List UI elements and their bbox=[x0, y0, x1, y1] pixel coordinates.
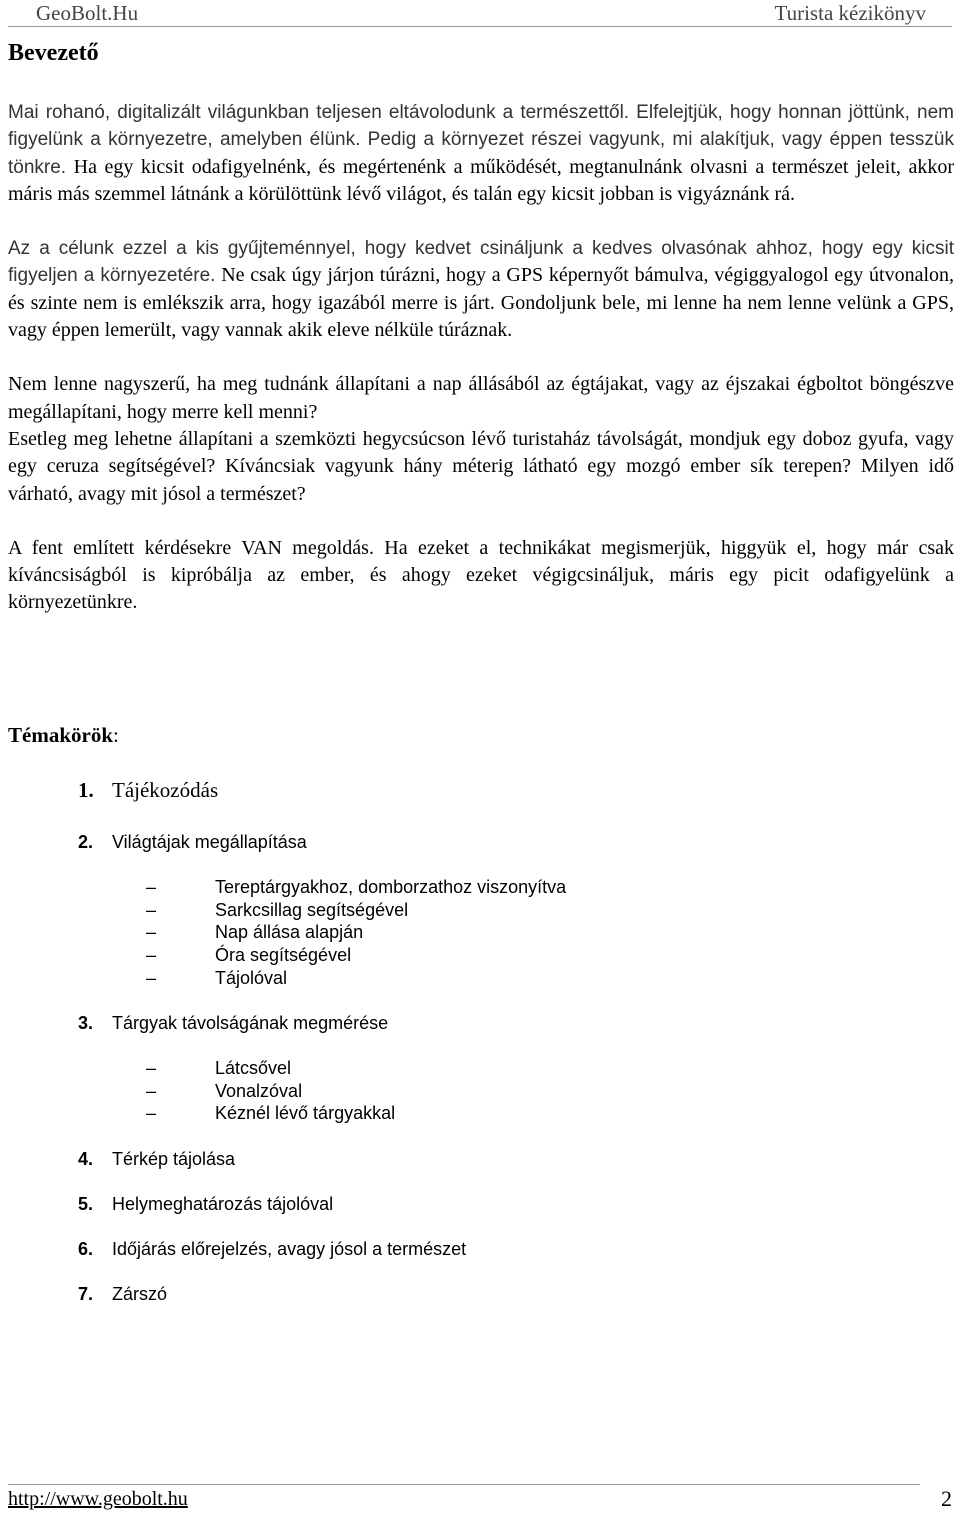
dash-bullet: – bbox=[146, 945, 157, 965]
topic-item bbox=[78, 1194, 333, 1215]
topics-heading-colon: : bbox=[113, 723, 119, 747]
subtopic-label: Látcsővel bbox=[215, 1058, 292, 1078]
topic-number: 2. bbox=[78, 832, 94, 852]
paragraph-5: A fent említett kérdésekre VAN megoldás. Ha ezeket a technikákat megismerjük, higgyük el, hogy már csak kíváncsiságból is kipróbálja az ember, és ahogy ezeket végigcsináljuk, máris egy picit odafigyelünk a környezetünkre. bbox=[8, 536, 954, 614]
topic-item bbox=[78, 1239, 466, 1260]
topic-label: Időjárás előrejelzés, avagy jósol a természet bbox=[112, 1239, 467, 1259]
header-document-title: Turista kézikönyv bbox=[774, 1, 926, 25]
subtopic-label: Nap állása alapján bbox=[215, 922, 364, 942]
dash-bullet: – bbox=[146, 900, 157, 920]
paragraph-1-part-a: Mai rohanó, digitalizált világunkban teljesen eltávolodunk a természettől. Elfelejtjük, hogy honnan jöttünk, nem figyelünk a környezetre, amelyben élünk. Pedig a környezet részei vagyunk, mi alakítjuk, vagy éppen tesszük tönkre. bbox=[8, 102, 954, 178]
topic-number: 5. bbox=[78, 1194, 94, 1214]
header-site-name: GeoBolt.Hu bbox=[36, 1, 139, 25]
topics-heading-label: Témakörök bbox=[8, 723, 113, 747]
topic-item bbox=[78, 1013, 388, 1034]
footer-website-link[interactable]: http://www.geobolt.hu bbox=[8, 1488, 188, 1510]
intro-text bbox=[8, 99, 954, 617]
topic-number: 3. bbox=[78, 1013, 94, 1033]
subtopic-label: Kéznél lévő tárgyakkal bbox=[215, 1103, 396, 1123]
dash-bullet: – bbox=[146, 922, 157, 942]
dash-bullet: – bbox=[146, 1103, 157, 1123]
dash-bullet: – bbox=[146, 968, 157, 988]
paragraph-2-part-a: Az a célunk ezzel a kis gyűjteménnyel, hogy kedvet csináljunk a kedves olvasónak ahhoz, hogy egy kicsit figyeljen a környezetére. bbox=[8, 238, 954, 287]
subtopic-label: Tájolóval bbox=[215, 968, 288, 988]
subtopic-label: Óra segítségével bbox=[215, 945, 352, 965]
topic-number: 1. bbox=[78, 778, 94, 802]
topic-number: 4. bbox=[78, 1149, 94, 1169]
topic-item bbox=[78, 1149, 235, 1170]
subtopic-label: Vonalzóval bbox=[215, 1081, 303, 1101]
subtopic-label: Tereptárgyakhoz, domborzathoz viszonyítva bbox=[215, 877, 567, 897]
paragraph-2 bbox=[8, 235, 954, 344]
topic-number: 6. bbox=[78, 1239, 94, 1259]
dash-bullet: – bbox=[146, 1081, 157, 1101]
page-number: 2 bbox=[941, 1486, 952, 1511]
topic-label: Tárgyak távolságának megmérése bbox=[112, 1013, 389, 1033]
dash-bullet: – bbox=[146, 1058, 157, 1078]
topic-label: Tájékozódás bbox=[112, 778, 219, 802]
paragraph-3: Nem lenne nagyszerű, ha meg tudnánk állapítani a nap állásából az égtájakat, vagy az éjszakai égboltot böngészve megállapítani, hogy merre kell menni? bbox=[8, 373, 954, 423]
topics-heading bbox=[8, 723, 119, 748]
paragraph-1 bbox=[8, 99, 954, 208]
topic-number: 7. bbox=[78, 1284, 94, 1304]
section-title: Bevezető bbox=[8, 40, 99, 66]
topic-label: Világtájak megállapítása bbox=[112, 832, 307, 852]
page-header bbox=[8, 0, 952, 27]
paragraph-4: Esetleg meg lehetne állapítani a szemközti hegycsúcson lévő turistaház távolságát, mondjuk egy doboz gyufa, vagy egy ceruza segítségével? Kíváncsiak vagyunk hány méterig látható egy mozgó ember sík terepen? Milyen idő várható, avagy mit jósol a természet? bbox=[8, 427, 954, 505]
topic-item bbox=[78, 778, 218, 803]
topic-label: Térkép tájolása bbox=[112, 1149, 236, 1169]
footer-divider bbox=[8, 1484, 920, 1485]
subtopic-label: Sarkcsillag segítségével bbox=[215, 900, 409, 920]
topic-label: Zárszó bbox=[112, 1284, 168, 1304]
topic-item bbox=[78, 1284, 167, 1305]
dash-bullet: – bbox=[146, 877, 157, 897]
paragraph-1-part-b: Ha egy kicsit odafigyelnénk, és megértenénk a működését, megtanulnánk olvasni a természet jeleit, akkor máris más szemmel látnánk a körülöttünk lévő világot, és talán egy kicsit jobban is vigyáznánk rá. bbox=[8, 155, 954, 205]
topic-label: Helymeghatározás tájolóval bbox=[112, 1194, 334, 1214]
paragraph-2-part-b: Ne csak úgy járjon túrázni, hogy a GPS képernyőt bámulva, végiggyalogol egy útvonalon, és szinte nem is emlékszik arra, hogy igazából merre is járt. Gondoljunk bele, mi lenne ha nem lenne velünk a GPS, vagy éppen lemerült, vagy vannak akik eleve nélküle túráznak. bbox=[8, 264, 955, 342]
topic-item bbox=[78, 832, 307, 853]
